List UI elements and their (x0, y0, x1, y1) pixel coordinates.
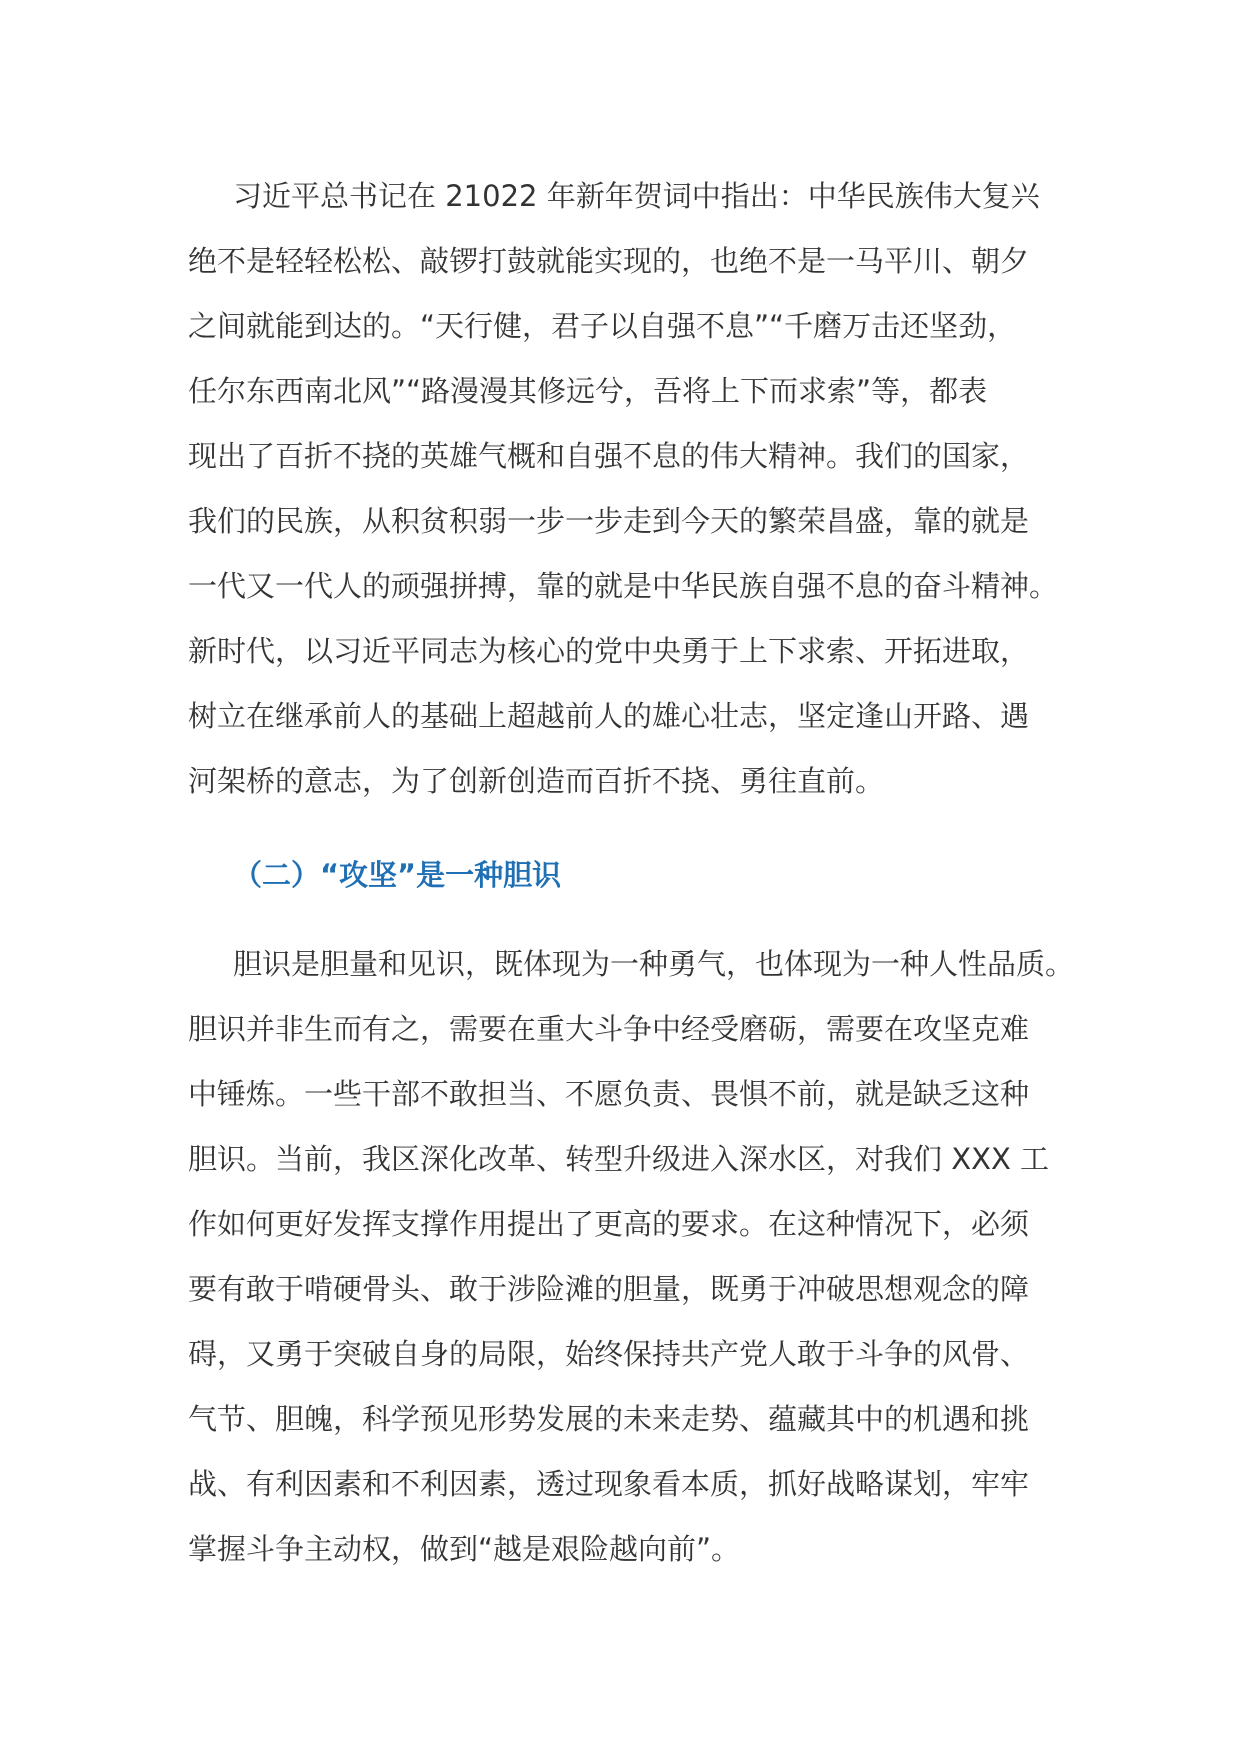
paragraph-spacer (188, 908, 1074, 932)
paragraph-line: 碍，又勇于突破自身的局限，始终保持共产党人敢于斗争的风骨、 (188, 1337, 1030, 1371)
paragraph-line: 胆识。当前，我区深化改革、转型升级进入深水区，对我们 XXX 工 (188, 1142, 1050, 1176)
paragraph-line: 作如何更好发挥支撑作用提出了更高的要求。在这种情况下，必须 (188, 1207, 1030, 1241)
paragraph-2 (188, 932, 1074, 1582)
paragraph-1 (188, 164, 1074, 814)
paragraph-line: 之间就能到达的。“天行健，君子以自强不息”“千磨万击还坚劲， (188, 309, 1017, 343)
section-heading: （二）“攻坚”是一种胆识 (233, 858, 562, 892)
paragraph-line: 一代又一代人的顽强拼搏，靠的就是中华民族自强不息的奋斗精神。 (188, 569, 1059, 603)
paragraph-line: 我们的民族，从积贫积弱一步一步走到今天的繁荣昌盛，靠的就是 (188, 504, 1030, 538)
paragraph-spacer (188, 814, 1074, 843)
paragraph-line: 胆识是胆量和见识，既体现为一种勇气，也体现为一种人性品质。 (233, 947, 1075, 981)
paragraph-line: 树立在继承前人的基础上超越前人的雄心壮志，坚定逢山开路、遇 (188, 699, 1030, 733)
paragraph-line: 气节、胆魄，科学预见形势发展的未来走势、蕴藏其中的机遇和挑 (188, 1402, 1030, 1436)
paragraph-line: 胆识并非生而有之，需要在重大斗争中经受磨砺，需要在攻坚克难 (188, 1012, 1030, 1046)
paragraph-line: 习近平总书记在 21022 年新年贺词中指出：中华民族伟大复兴 (233, 179, 1040, 213)
document-body (188, 164, 1074, 1582)
paragraph-line: 中锤炼。一些干部不敢担当、不愿负责、畏惧不前，就是缺乏这种 (188, 1077, 1030, 1111)
paragraph-line: 掌握斗争主动权，做到“越是艰险越向前”。 (188, 1532, 741, 1566)
paragraph-line: 任尔东西南北风”“路漫漫其修远兮，吾将上下而求索”等，都表 (188, 374, 988, 408)
paragraph-line: 战、有利因素和不利因素，透过现象看本质，抓好战略谋划，牢牢 (188, 1467, 1030, 1501)
paragraph-line: 新时代，以习近平同志为核心的党中央勇于上下求索、开拓进取， (188, 634, 1030, 668)
paragraph-line: 绝不是轻轻松松、敲锣打鼓就能实现的，也绝不是一马平川、朝夕 (188, 244, 1030, 278)
paragraph-line: 现出了百折不挠的英雄气概和自强不息的伟大精神。我们的国家， (188, 439, 1030, 473)
paragraph-line: 河架桥的意志，为了创新创造而百折不挠、勇往直前。 (188, 764, 885, 798)
paragraph-line: 要有敢于啃硬骨头、敢于涉险滩的胆量，既勇于冲破思想观念的障 (188, 1272, 1030, 1306)
